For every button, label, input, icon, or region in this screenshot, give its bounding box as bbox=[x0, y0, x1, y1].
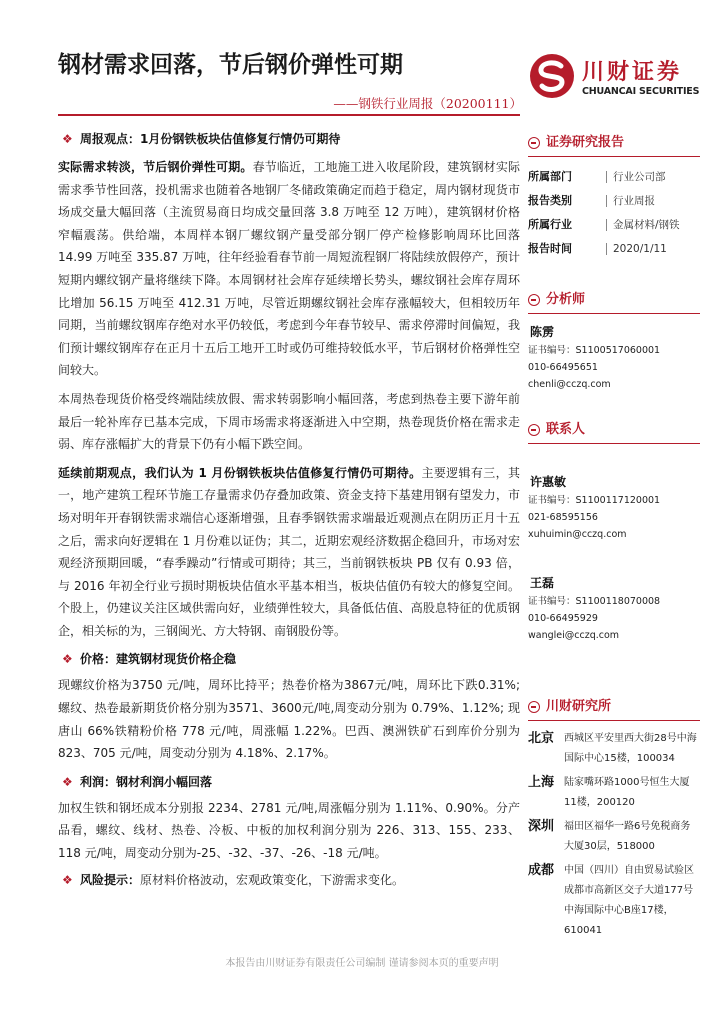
section-heading-profit: ❖ 利润：钢材利润小幅回落 bbox=[58, 771, 520, 793]
sidebar-heading-research: 川财研究所 bbox=[528, 696, 700, 718]
diamond-bullet-icon: ❖ bbox=[62, 652, 73, 667]
section-marker-icon bbox=[528, 424, 540, 436]
section-heading-view: ❖ 周报观点：1月份钢铁板块估值修复行情仍可期待 bbox=[58, 128, 520, 150]
office-beijing: 北京 西城区平安里西大街28号中海国际中心15楼，100034 bbox=[528, 731, 697, 764]
sidebar-heading-analyst: 分析师 bbox=[528, 289, 700, 311]
header-divider bbox=[58, 114, 520, 116]
main-content bbox=[58, 128, 520, 891]
info-row-industry: 所属行业 金属材料/钢铁 bbox=[528, 218, 680, 231]
info-row-date: 报告时间 2020/1/11 bbox=[528, 242, 667, 255]
paragraph-profit: 加权生铁和钢坯成本分别报 2234、2781 元/吨,周涨幅分别为 1.11%、0.90%。分产品看，螺纹、线材、热卷、冷板、中板的加权利润分别为 226、313、155、233、118 元/吨，周变动分别为-25、-32、-37、-26、-18 元/吨。 bbox=[58, 800, 520, 861]
logo-emblem-icon bbox=[528, 52, 576, 100]
diamond-bullet-icon: ❖ bbox=[62, 872, 73, 887]
page-footer: 本报告由川财证券有限责任公司编制 谨请参阅本页的重要声明 bbox=[225, 958, 499, 969]
contact-email[interactable]: wanglei@cczq.com bbox=[528, 630, 620, 641]
paragraph-outlook: 延续前期观点，我们认为 1 月份钢铁板块估值修复行情仍可期待。主要逻辑有三，其一，地产建筑工程环节施工存量需求仍存叠加政策、资金支持下基建用钢有望发力，市场对明年开春钢铁需求端信心逐渐增强，且春季钢铁需求端最近观测点在阴历正月十五之后，需求向好逻辑在 1 月份难以证伪；其二，近期宏观经济数据企稳回升，市场对宏观经济预期回暖，“春季躁动”行情或可期待；其三，当前钢铁板块 PB 仅有 0.93 倍，与 2016 年初全行业亏损时期板块估值水平基本相当，板块估值仍有较大的修复空间。个股上，仍建议关注区域供需向好，业绩弹性较大，具备低估值、高股息特征的优质钢企，相关标的为，三钢闽光、方大特钢、南钢股份等。 bbox=[58, 465, 520, 638]
section-marker-icon bbox=[528, 137, 540, 149]
report-subtitle: ——钢铁行业周报（20200111） bbox=[333, 96, 522, 111]
section-heading-price: ❖ 价格：建筑钢材现货价格企稳 bbox=[58, 648, 520, 670]
paragraph-hot-rolled: 本周热卷现货价格受终端陆续放假、需求转弱影响小幅回落，考虑到热卷主要下游年前最后一轮补库存已基本完成，下周市场需求将逐渐进入中空期，热卷现货价格在需求走弱、库存涨幅扩大的背景下仍有小幅下跌空间。 bbox=[58, 391, 520, 452]
sidebar bbox=[528, 132, 700, 945]
sidebar-heading-contacts: 联系人 bbox=[528, 419, 700, 441]
contact-email[interactable]: xuhuimin@cczq.com bbox=[528, 529, 627, 540]
section-marker-icon bbox=[528, 701, 540, 713]
section-marker-icon bbox=[528, 294, 540, 306]
paragraph-demand: 实际需求转淡，节后钢价弹性可期。春节临近，工地施工进入收尾阶段，建筑钢材实际需求季节性回落，投机需求也随着各地钢厂冬储政策确定而趋于稳定，周内钢材现货市场成交量大幅回落（主流贸易商日均成交量回落 3.8 万吨至 12 万吨），建筑钢材价格窄幅震荡。供给端，本周样本钢厂螺纹钢产量受部分钢厂停产检修影响周环比回落 14.99 万吨至 335.87 万吨，往年经验看春节前一周短流程钢厂将陆续放假停产，预计短期内螺纹钢产量将继续下降。本周钢材社会库存延续增长势头，螺纹钢社会库存周环比增加 56.15 万吨至 412.31 万吨，尽管近期螺纹钢社会库存涨幅较大，但相较历年同期，当前螺纹钢库存绝对水平仍较低，考虑到今年春节较早、需求停滞时间偏短，我们预计螺纹钢库存在正月十五后工地开工时或仍可维持较低水平，节后钢材价格弹性空间较大。 bbox=[58, 160, 520, 378]
analyst-card: 陈雳 证书编号：S1100517060001 010-66495651 chenli@cczq.com bbox=[528, 322, 700, 393]
sidebar-heading-report: 证券研究报告 bbox=[528, 132, 700, 154]
section-risk: ❖ 风险提示：原材料价格波动，宏观政策变化，下游需求变化。 bbox=[58, 869, 520, 891]
diamond-bullet-icon: ❖ bbox=[62, 774, 73, 789]
company-logo bbox=[528, 52, 698, 102]
logo-text-en: CHUANCAI SECURITIES bbox=[582, 86, 700, 97]
info-row-department: 所属部门 行业公司部 bbox=[528, 170, 666, 183]
contact-card: 许惠敏 证书编号：S1100117120001 021-68595156 xuhuimin@cczq.com bbox=[528, 472, 700, 543]
office-chengdu: 成都 中国（四川）自由贸易试验区成都市高新区交子大道177号中海国际中心B座17楼，610041 bbox=[528, 863, 694, 936]
report-title: 钢材需求回落，节后钢价弹性可期 bbox=[58, 51, 403, 78]
info-row-category: 报告类别 行业周报 bbox=[528, 194, 655, 207]
paragraph-price: 现螺纹价格为3750 元/吨，周环比持平；热卷价格为3867元/吨，周环比下跌0.31%;螺纹、热卷最新期货价格分别为3571、3600元/吨,周变动分别为 0.79%、1.12%; 现唐山 66%铁精粉价格 778 元/吨，周涨幅 1.22%。巴西、澳洲铁矿石到库价分别为 823、705 元/吨，周变动分别为 4.18%、2.17%。 bbox=[58, 678, 520, 761]
contact-card: 王磊 证书编号：S1100118070008 010-66495929 wanglei@cczq.com bbox=[528, 573, 700, 644]
office-shenzhen: 深圳 福田区福华一路6号免税商务大厦30层，518000 bbox=[528, 819, 691, 852]
logo-text-cn: 川财证券 bbox=[582, 60, 683, 85]
diamond-bullet-icon: ❖ bbox=[62, 132, 73, 146]
analyst-email[interactable]: chenli@cczq.com bbox=[528, 379, 611, 390]
office-shanghai: 上海 陆家嘴环路1000号恒生大厦11楼，200120 bbox=[528, 775, 690, 808]
